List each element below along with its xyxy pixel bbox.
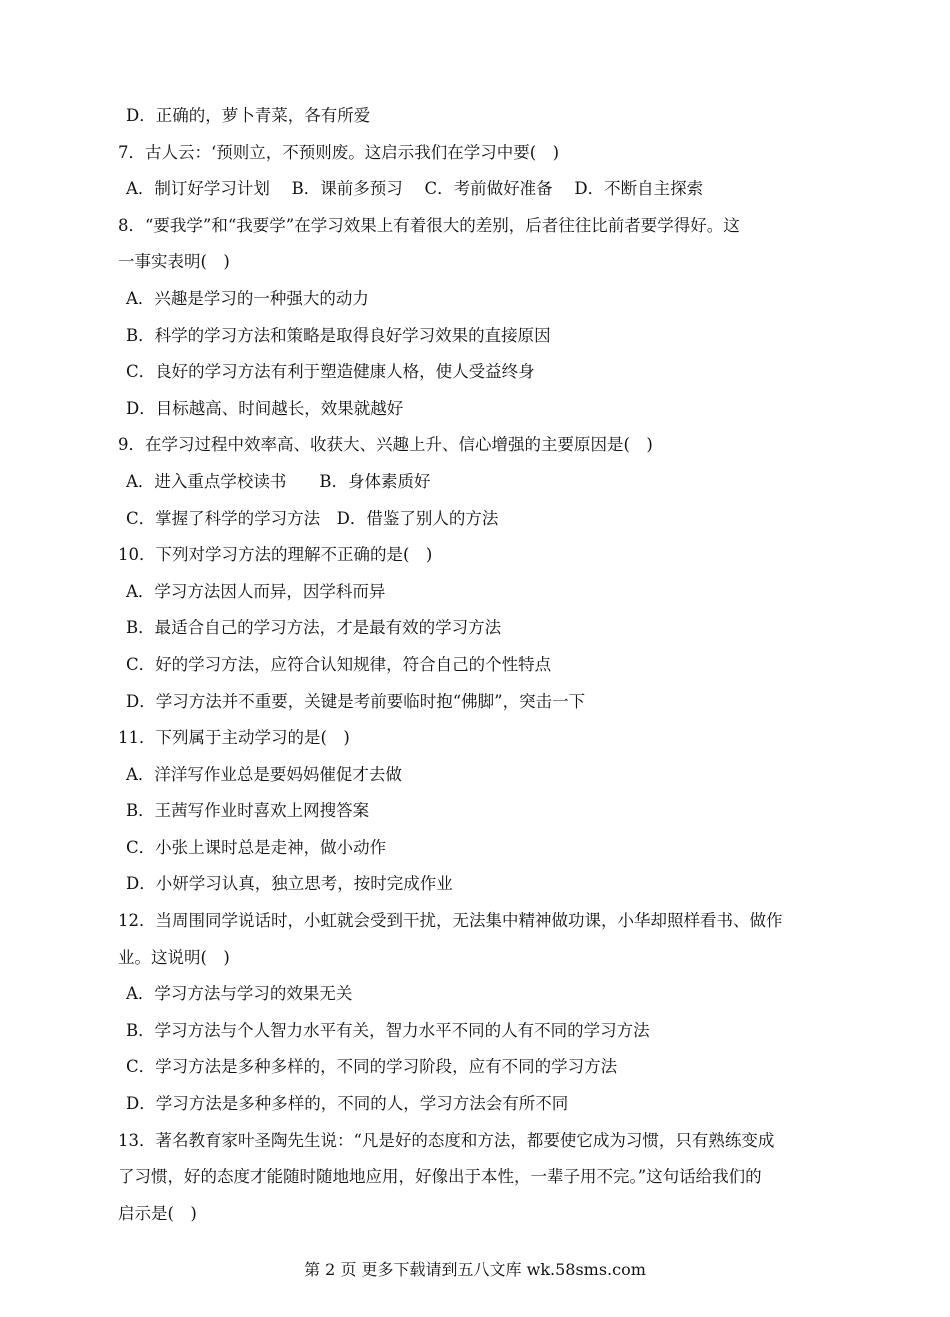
question-text-line: 一事实表明( ): [118, 252, 230, 272]
question-text-line: 了习惯，好的态度才能随时随地地应用，好像出于本性，一辈子用不完。”这句话给我们的: [118, 1167, 762, 1187]
answer-option-line: A．兴趣是学习的一种强大的动力: [126, 288, 369, 308]
question-text-line: 业。这说明( ): [118, 947, 230, 967]
answer-option-line: B．科学的学习方法和策略是取得良好学习效果的直接原因: [126, 325, 551, 345]
answer-option-line: C．良好的学习方法有利于塑造健康人格，使人受益终身: [126, 362, 535, 382]
answer-option-line: D．小妍学习认真，独立思考，按时完成作业: [126, 874, 453, 894]
question-text-line: 11．下列属于主动学习的是( ): [118, 728, 350, 748]
question-text-line: 13．著名教育家叶圣陶先生说：“凡是好的态度和方法，都要使它成为习惯，只有熟练变成: [118, 1130, 775, 1150]
answer-option-line: C．掌握了科学的学习方法 D．借鉴了别人的方法: [126, 508, 499, 528]
page-footer: 第 2 页 更多下载请到五八文库 wk.58sms.com: [304, 1260, 646, 1279]
answer-option-line: D．学习方法并不重要，关键是考前要临时抱“佛脚”，突击一下: [126, 691, 586, 711]
answer-option-line: A．制订好学习计划 B．课前多预习 C．考前做好准备 D．不断自主探索: [126, 179, 704, 199]
question-text-line: 10．下列对学习方法的理解不正确的是( ): [118, 545, 433, 565]
question-list: [118, 98, 833, 1232]
answer-option-line: A．洋洋写作业总是要妈妈催促才去做: [126, 764, 402, 784]
question-text-line: 7．古人云：‘预则立，不预则废。这启示我们在学习中要( ): [118, 142, 560, 162]
answer-option-line: B．最适合自己的学习方法，才是最有效的学习方法: [126, 618, 502, 638]
answer-option-line: D．目标越高、时间越长，效果就越好: [126, 398, 404, 418]
question-text-line: 9．在学习过程中效率高、收获大、兴趣上升、信心增强的主要原因是( ): [118, 435, 653, 455]
answer-option-line: C．小张上课时总是走神，做小动作: [126, 837, 387, 857]
answer-option-line: A．进入重点学校读书 B．身体素质好: [126, 471, 431, 491]
question-text-line: 12．当周围同学说话时，小虹就会受到干扰，无法集中精神做功课，小华却照样看书、做作: [118, 911, 783, 931]
answer-option-line: D．学习方法是多种多样的，不同的人，学习方法会有所不同: [126, 1094, 569, 1114]
question-text-line: 8．“要我学”和“我要学”在学习效果上有着很大的差别，后者往往比前者要学得好。这: [118, 215, 740, 235]
answer-option-line: B．王茜写作业时喜欢上网搜答案: [126, 801, 370, 821]
answer-option-line: B．学习方法与个人智力水平有关，智力水平不同的人有不同的学习方法: [126, 1020, 650, 1040]
answer-option-line: A．学习方法与学习的效果无关: [126, 984, 353, 1004]
answer-option-line: C．好的学习方法，应符合认知规律，符合自己的个性特点: [126, 654, 552, 674]
answer-option-line: A．学习方法因人而异，因学科而异: [126, 581, 386, 601]
question-text-line: 启示是( ): [118, 1203, 197, 1223]
answer-option-line: D．正确的，萝卜青菜，各有所爱: [126, 106, 371, 125]
answer-option-line: C．学习方法是多种多样的，不同的学习阶段，应有不同的学习方法: [126, 1057, 618, 1077]
